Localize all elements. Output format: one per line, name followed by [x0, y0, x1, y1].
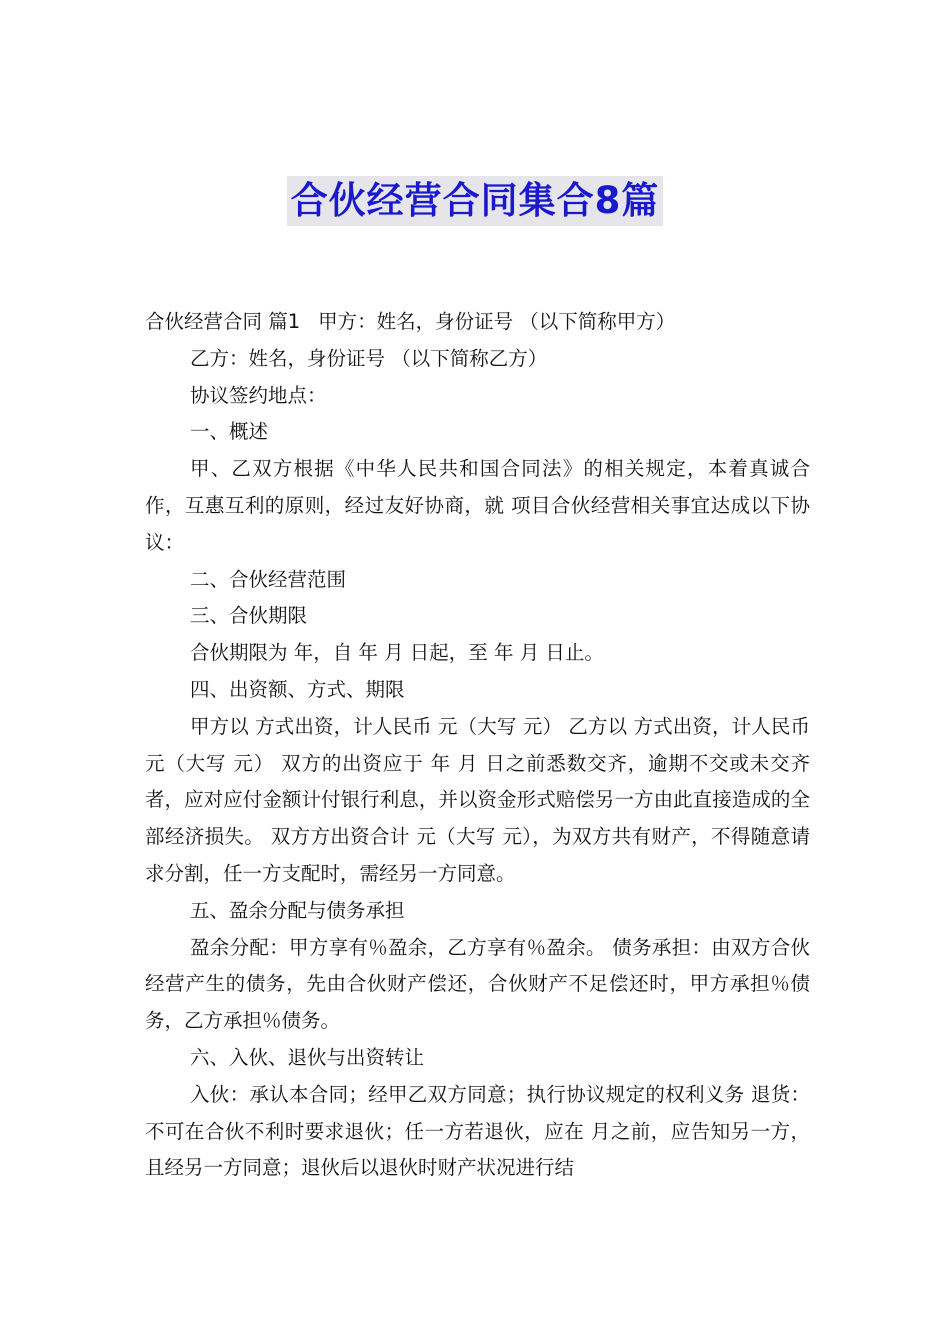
page-title-text: 合伙经营合同集合8篇 [287, 176, 664, 226]
paragraph-admission-withdrawal: 入伙：承认本合同；经甲乙双方同意；执行协议规定的权利义务 退货：不可在合伙不利时要求退伙；任一方若退伙，应在 月之前，应告知另一方，且经另一方同意；退伙后以退伙时财产状况进行结 [145, 1082, 810, 1180]
paragraph-overview: 甲、乙双方根据《中华人民共和国合同法》的相关规定，本着真诚合作，互惠互利的原则，经过友好协商，就 项目合伙经营相关事宜达成以下协议： [145, 457, 810, 554]
heading-term: 三、合伙期限 [190, 604, 308, 628]
heading-admission-withdrawal: 六、入伙、退伙与出资转让 [190, 1045, 425, 1069]
paragraph-term: 合伙期限为 年，自 年 月 日起，至 年 月 日止。 [190, 641, 604, 665]
section-heading: 合伙经营合同 篇1 [145, 310, 301, 333]
paragraph-profit-debt: 盈余分配：甲方享有％盈余，乙方享有％盈余。 债务承担：由双方合伙经营产生的债务，先由合伙财产偿还，合伙财产不足偿还时，甲方承担％债务，乙方承担％债务。 [145, 935, 810, 1033]
paragraph-capital: 甲方以 方式出资，计人民币 元（大写 元） 乙方以 方式出资，计人民币 元（大写 元） 双方的出资应于 年 月 日之前悉数交齐，逾期不交或未交齐者，应对应付金额计付银行利息，并以资金形式赔偿另一方由此直接造成的全部经济损失。 双方方出资合计 元（大写 元），为双方共有财产，不得随意请求分割，任一方支配时，需经另一方同意。 [145, 714, 810, 885]
heading-scope: 二、合伙经营范围 [190, 567, 347, 591]
paragraph-party-a [145, 304, 810, 341]
heading-capital: 四、出资额、方式、期限 [190, 677, 405, 701]
paragraph-signing-place: 协议签约地点： [190, 383, 327, 407]
document-body [145, 304, 810, 1187]
page-title [0, 176, 950, 226]
party-a-text: 甲方：姓名，身份证号 （以下简称甲方） [318, 310, 676, 333]
heading-profit-debt: 五、盈余分配与债务承担 [190, 898, 405, 922]
paragraph-party-b: 乙方：姓名，身份证号 （以下简称乙方） [190, 346, 548, 370]
heading-overview: 一、概述 [190, 420, 269, 444]
